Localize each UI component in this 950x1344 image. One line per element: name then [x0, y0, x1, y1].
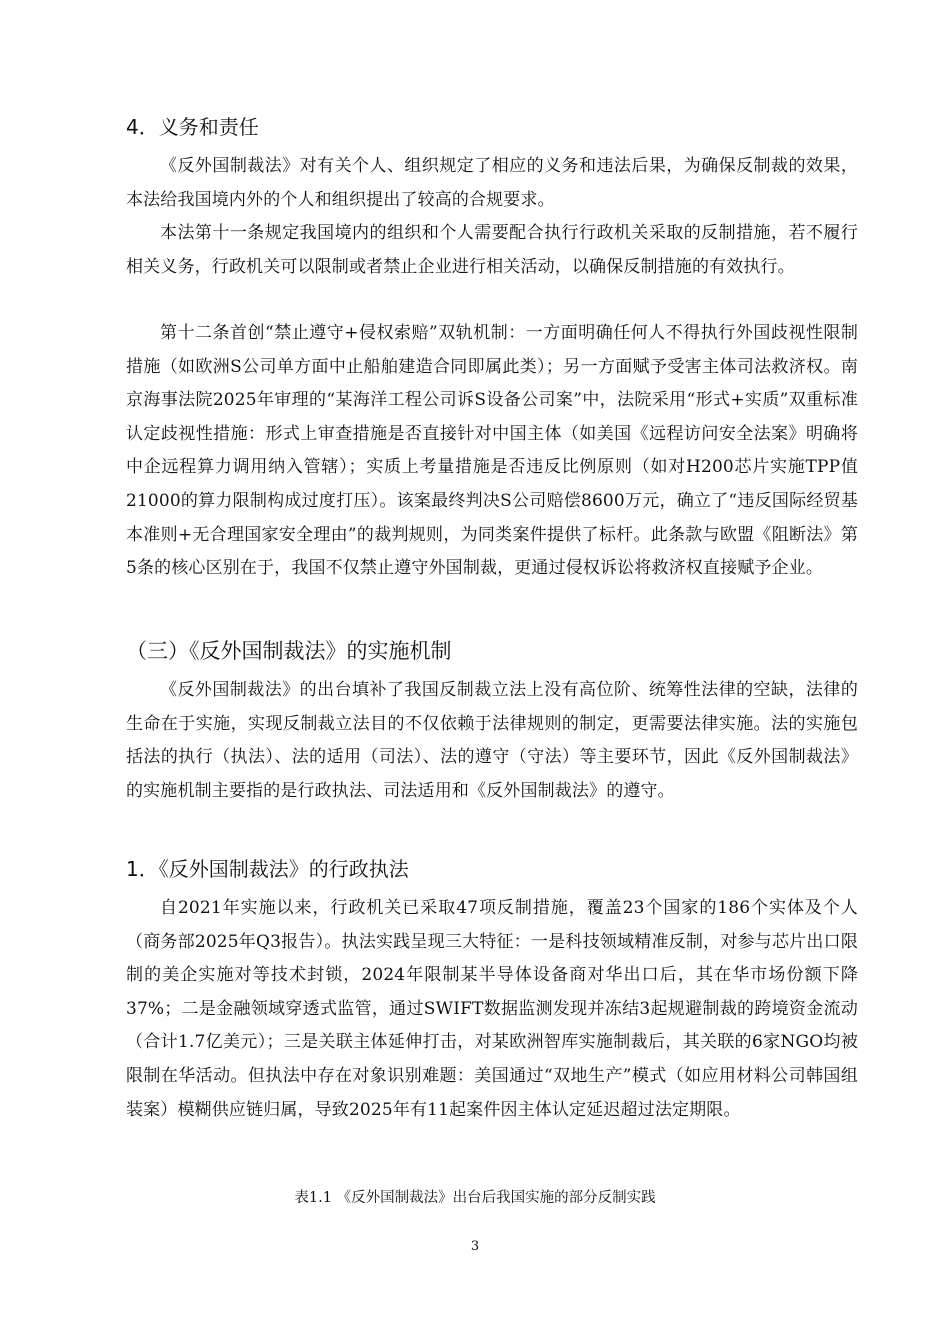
paragraph-administrative-enforcement: 自2021年实施以来，行政机关已采取47项反制措施，覆盖23个国家的186个实体及个人（商务部2025年Q3报告）。执法实践呈现三大特征：一是科技领域精准反制，对参与芯片出口限制的美企实施对等技术封锁，2024年限制某半导体设备商对华出口后，其在华市场份额下降37%；二是金融领域穿透式监管，通过SWIFT数据监测发现并冻结3起规避制裁的跨境资金流动（合计1.7亿美元）；三是关联主体延伸打击，对某欧洲智库实施制裁后，其关联的6家NGO均被限制在华活动。但执法中存在对象识别难题：美国通过“双地生产”模式（如应用材料公司韩国组装案）模糊供应链归属，导致2025年有11起案件因主体认定延迟超过法定期限。 [126, 898, 858, 1120]
paragraph-duties-intro: 《反外国制裁法》对有关个人、组织规定了相应的义务和违法后果，为确保反制裁的效果，本法给我国境内外的个人和组织提出了较高的合规要求。 [126, 156, 858, 210]
paragraph-article-12: 第十二条首创“禁止遵守+侵权索赔”双轨机制：一方面明确任何人不得执行外国歧视性限制措施（如欧洲S公司单方面中止船舶建造合同即属此类）；另一方面赋予受害主体司法救济权。南京海事法院2025年审理的“某海洋工程公司诉S设备公司案”中，法院采用“形式+实质”双重标准认定歧视性措施：形式上审查措施是否直接针对中国主体（如美国《远程访问安全法案》明确将中企远程算力调用纳入管辖）；实质上考量措施是否违反比例原则（如对H200芯片实施TPP值21000的算力限制构成过度打压）。该案最终判决S公司赔偿8600万元，确立了“违反国际经贸基本准则+无合理国家安全理由”的裁判规则，为同类案件提供了标杆。此条款与欧盟《阻断法》第5条的核心区别在于，我国不仅禁止遵守外国制裁，更通过侵权诉讼将救济权直接赋予企业。 [126, 323, 858, 579]
section-heading-implementation: （三）《反外国制裁法》的实施机制 [126, 639, 452, 663]
table-caption: 表1.1 《反外国制裁法》出台后我国实施的部分反制实践 [294, 1190, 656, 1206]
paragraph-implementation-intro: 《反外国制裁法》的出台填补了我国反制裁立法上没有高位阶、统筹性法律的空缺，法律的生命在于实施，实现反制裁立法目的不仅依赖于法律规则的制定，更需要法律实施。法的实施包括法的执行（执法）、法的适用（司法）、法的遵守（守法）等主要环节，因此《反外国制裁法》的实施机制主要指的是行政执法、司法适用和《反外国制裁法》的遵守。 [126, 680, 858, 801]
section-heading-duties: 4．义务和责任 [126, 115, 259, 139]
paragraph-article-11: 本法第十一条规定我国境内的组织和个人需要配合执行行政机关采取的反制措施，若不履行相关义务，行政机关可以限制或者禁止企业进行相关活动，以确保反制措施的有效执行。 [126, 223, 858, 277]
page-number: 3 [470, 1239, 480, 1254]
section-heading-administrative-enforcement: 1．《反外国制裁法》的行政执法 [126, 857, 409, 881]
